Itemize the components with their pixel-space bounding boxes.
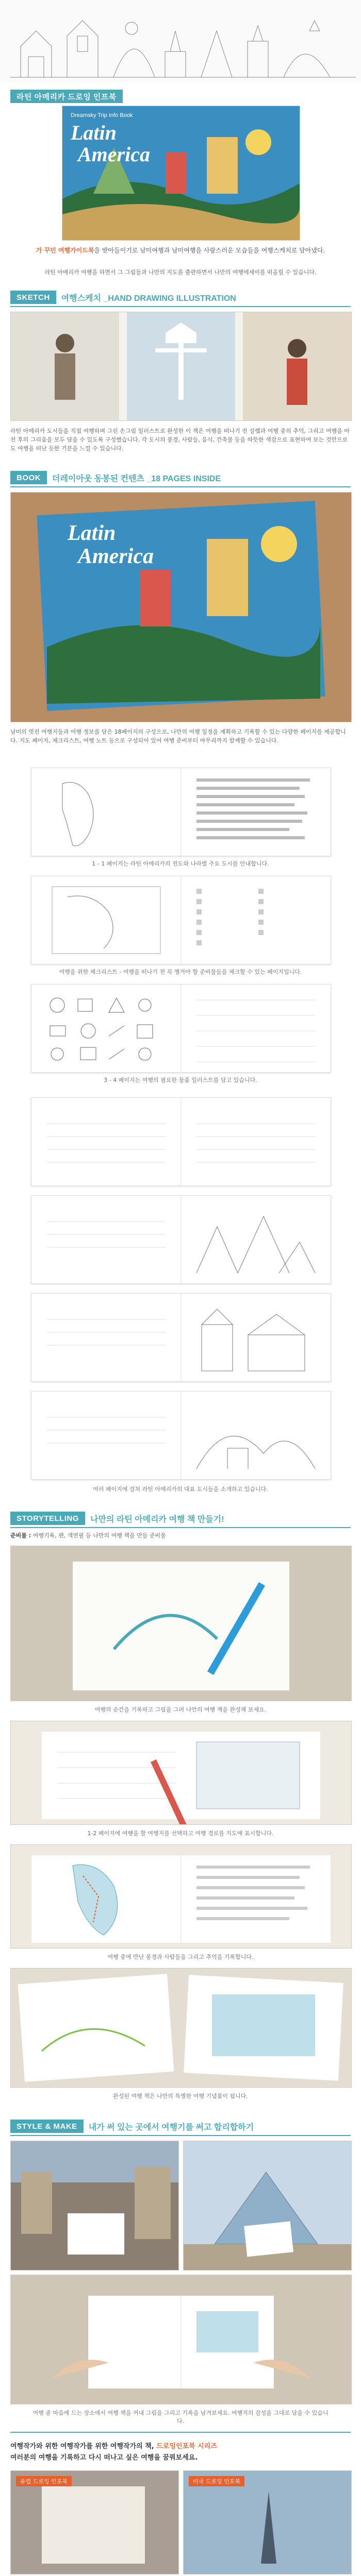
hero-lead [31,246,330,255]
series-badge-1: 유럽 드로잉 인포북 [16,2476,72,2486]
page-spread-items [31,984,331,1073]
street-photo-art [11,2141,178,2270]
book-photo-art [11,493,351,722]
book-tag: BOOK [10,471,47,484]
page-spread-checklist [31,876,331,964]
sketch-photos [10,312,352,421]
hands-book-photo [10,2275,352,2404]
sketch-desc: 라틴 아메리카 도시들을 직접 여행하며 그린 손그림 일러스트로 완성한 이 책은 여행을 떠나기 전 설렘과 여행 중의 추억, 그리고 여행을 마친 후의 그리움을 모두 담을 수 있도록 구성했습니다. 각 도시의 풍경, 사람들, 음식, 건축물 등을 따뜻한 색감으로 표현하여 보는 것만으로도 여행을 떠난 듯한 기분을 느낄 수 있습니다. [10,428,350,452]
style-section-bar [10,2117,351,2136]
finished-book-photo [10,1968,352,2088]
sketch-title: 여행스케치 _HAND DRAWING ILLUSTRATION [61,294,236,303]
hero-title-bar [10,88,351,105]
sketch-section-bar [10,289,351,307]
storytelling-cap-2: 1-2 페이지에 여행을 할 여행지를 선택하고 여행 경로를 지도에 표시합니다. [87,1830,274,1837]
series-usa-art [184,2471,351,2574]
hero-sketch-banner [0,0,361,82]
book-cap-4: 여러 페이지에 걸쳐 라틴 아메리카의 대표 도시들을 소개하고 있습니다. [93,1486,268,1493]
sketch-photo-art [11,312,351,420]
book-cover-subtitle: Dreamsky Trip Info Book [71,112,133,118]
series-europe-art [11,2471,178,2574]
city-spread-1-art [31,1098,331,1185]
drawing-photo-art [11,1546,351,1701]
book-section-bar [10,469,351,487]
city-spread-2-art [31,1196,331,1283]
book-cap-2: 여행을 위한 체크리스트 - 여행을 떠나기 전 꼭 챙겨야 할 준비물들을 체크할 수 있는 페이지입니다. [59,969,302,975]
page-spread-city-2 [31,1195,331,1284]
series-badge-2: 미국 드로잉 인포북 [189,2476,244,2486]
storytelling-intro-text: 여행기록, 펜, 색연필 등 나만의 여행 책을 만들 준비물 [32,1532,166,1539]
writing-page-photo [10,1721,352,1825]
book-photo-title-1: Latin [68,521,116,545]
page-spread-city-3 [31,1293,331,1382]
book-title: 더레이아웃 동봉된 컨텐츠 _18 PAGES INSIDE [52,474,221,483]
storytelling-cap-3: 여행 중에 만난 풍경과 사람들을 그리고 추억을 기록합니다. [107,1954,254,1960]
series-book-usa [183,2470,352,2574]
sketch-tag: SKETCH [10,291,56,304]
page-spread-city-1 [31,1097,331,1186]
finished-book-art [11,1969,351,2087]
map-spread-art [31,768,331,856]
louvre-photo-art [184,2141,351,2270]
book-on-table-photo [10,492,352,722]
series-book-europe [10,2470,179,2574]
map-route-photo [10,1844,352,1948]
storytelling-cap-1: 여행의 순간을 기록하고 그림을 그려 나만의 여행 책을 완성해 보세요. [94,1706,267,1713]
storytelling-intro-label: 준비물 : [10,1532,31,1539]
hands-book-art [11,2275,351,2404]
storytelling-tag: STORYTELLING [10,1512,85,1525]
book-desc: 남미의 멋진 여행지들과 여행 정보를 담은 18페이지의 구성으로, 나만의 여행 일정을 계획하고 기록할 수 있는 다양한 페이지를 제공합니다. 지도 페이지, 체크리스트, 여행 노트 등으로 구성되어 있어 여행 준비부터 마무리까지 함께할 수 있습니다. [10,728,346,744]
street-photo [10,2141,179,2270]
storytelling-intro [10,1531,351,1540]
writing-photo-art [11,1721,351,1824]
book-cover-title-2: America [78,143,150,166]
items-spread-art [31,985,331,1072]
hero-highlight: 가 꾸민 여행가이드북 [36,247,94,254]
series-heading-2: 여러분의 여행을 기록하고 다시 떠나고 싶은 여행을 꿈꿔보세요. [10,2454,198,2462]
book-cover-image [62,106,300,241]
storytelling-section-bar [10,1510,351,1528]
style-title: 내가 써 있는 곳에서 여행기를 써고 합리합하기 [88,2123,254,2132]
page-spread-map [31,768,331,856]
book-cover-title-1: Latin [71,121,117,144]
drawing-in-book-photo [10,1546,352,1701]
checklist-spread-art [31,876,331,964]
city-spread-4-art [31,1392,331,1479]
hero-lead-desc: 라틴 아메리카 여행을 하면서 그 그림들과 나만의 지도를 출판하면서 나만의 여행에세이를 떠올릴 수 있습니다. [44,269,317,276]
book-cap-1: 1 - 1 페이지는 라틴 아메리카의 전도와 나라별 주요 도시를 안내합니다. [92,860,269,867]
series-heading-1 [10,2442,351,2451]
style-cap: 여행 중 마음에 드는 장소에서 여행 책을 꺼내 그림을 그리고 기록을 남겨보세요. 여행지의 감성을 그대로 담을 수 있습니다. [32,2410,329,2425]
series-heading-text: 여행작가와 위한 여행작가를 위한 여행작가의 책, [10,2443,154,2450]
book-cap-3: 3 - 4 페이지는 여행의 필요한 물품 일러스트를 담고 있습니다. [104,1077,257,1083]
storytelling-cap-4: 완성된 여행 책은 나만의 특별한 여행 기념품이 됩니다. [113,2093,248,2099]
hero-lead-text: 을 받아들이기로 남미여행과 남미여행을 사랑스러운 모습들을 여행스케치로 담아냈다. [94,247,325,254]
book-photo-title-2: America [78,545,154,568]
landmark-line-drawing [0,0,361,82]
series-heading-brand: 드로잉인포북 시리즈 [156,2443,217,2450]
city-spread-3-art [31,1294,331,1381]
page-spread-city-4 [31,1391,331,1480]
hero-tag: 라틴 아메리카 드로잉 인프북 [10,90,123,103]
storytelling-title: 나만의 라틴 아메리카 여행 책 만들기! [90,1515,224,1524]
map-route-photo-art [11,1845,351,1948]
louvre-photo [183,2141,352,2270]
style-tag: STYLE & MAKE [10,2120,84,2133]
series-divider [10,2432,351,2433]
